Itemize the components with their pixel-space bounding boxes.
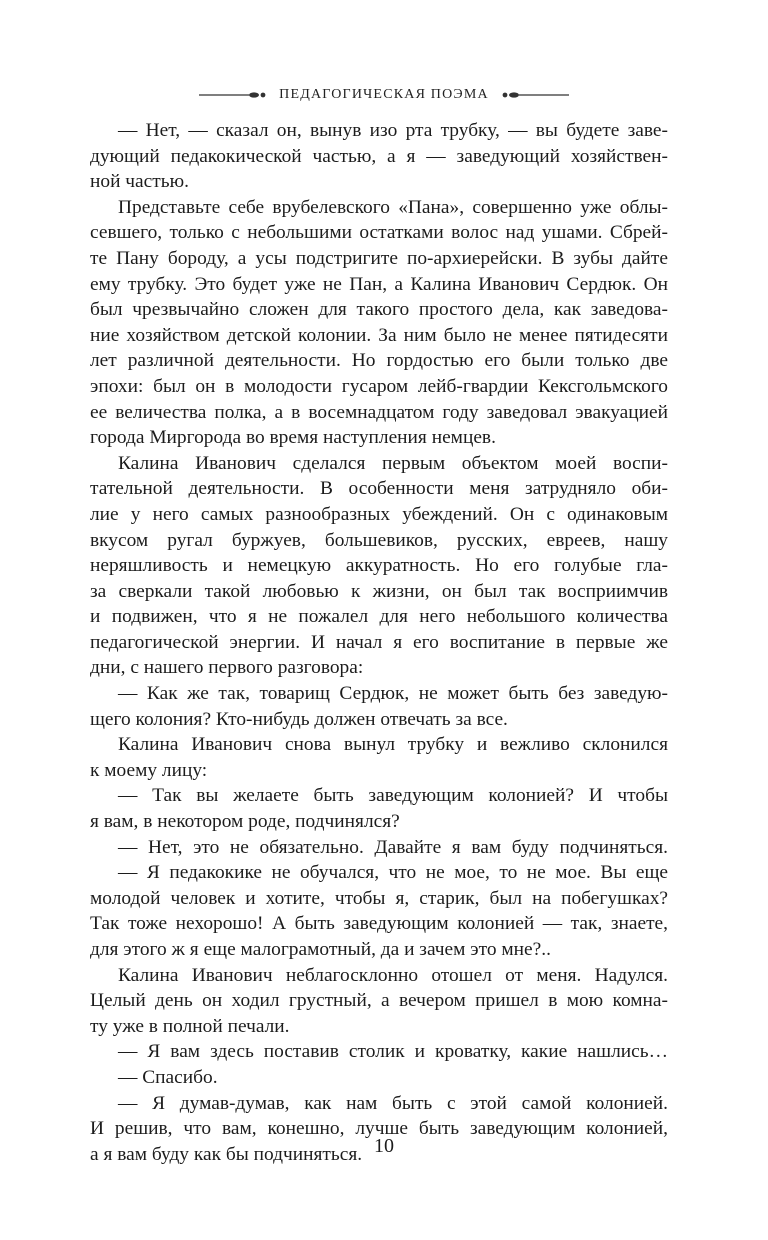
page-number: 10 [374,1135,394,1157]
text-line: — Как же так, товарищ Сердюк, не может быть без заведую- [118,683,668,705]
text-line: неряшливость и немецкую аккуратность. Но его голубые гла- [90,555,668,577]
text-line: — Нет, это не обязательно. Давайте я вам буду подчиняться. [118,836,668,858]
body-text [90,118,668,1167]
text-line: вкусом ругал буржуев, большевиков, русских, евреев, нашу [90,529,668,551]
text-line: Калина Иванович неблагосклонно отошел от меня. Надулся. [118,964,668,986]
text-line: а я вам буду как бы подчиняться. [90,1143,363,1165]
text-line: — Спасибо. [118,1066,218,1088]
text-line: ной частью. [90,171,189,193]
text-line: к моему лицу: [90,759,208,781]
text-line: ему трубку. Это будет уже не Пан, а Калина Иванович Сердюк. Он [90,273,668,295]
text-line: — Так вы желаете быть заведующим колонией? И чтобы [118,785,668,807]
text-line: за сверкали такой любовью к жизни, он был так восприимчив [90,580,668,602]
text-line: молодой человек и хотите, чтобы я, старик, был на побегушках? [90,887,668,909]
text-line: — Я педакокике не обучался, что не мое, то не мое. Вы еще [118,862,668,884]
running-header-title: ПЕДАГОГИЧЕСКАЯ ПОЭМА [279,87,489,102]
text-line: города Миргорода во время наступления немцев. [90,427,496,449]
left-ornament-icon [199,90,269,100]
text-line: щего колония? Кто-нибудь должен отвечать за все. [90,708,508,730]
text-line: Калина Иванович снова вынул трубку и вежливо склонился [118,734,668,756]
text-line: И решив, что вам, конешно, лучше быть заведующим колонией, [90,1118,668,1140]
text-line: эпохи: был он в молодости гусаром лейб-гвардии Кексгольмского [90,375,668,397]
text-line: ее величества полка, а в восемнадцатом году заведовал эвакуацией [90,401,668,423]
text-line: — Нет, — сказал он, вынув изо рта трубку, — вы будете заве- [118,120,668,141]
text-line: был чрезвычайно сложен для такого простого дела, как заведова- [90,299,668,321]
text-line: я вам, в некотором роде, подчинялся? [90,811,400,833]
text-line: тательной деятельности. В особенности меня затрудняло оби- [90,478,668,500]
text-line: Целый день он ходил грустный, а вечером пришел в мою комна- [90,990,668,1012]
text-line: Калина Иванович сделался первым объектом моей воспи- [118,452,668,474]
text-line: лие у него самых разнообразных убеждений. Он с одинаковым [90,503,668,525]
text-line: те Пану бороду, а усы подстригите по-архиерейски. В зубы дайте [90,247,668,269]
text-line: и подвижен, что я не пожалел для него небольшого количества [90,606,668,628]
right-ornament-icon [499,90,569,100]
text-line: для этого ж я еще малограмотный, да и зачем это мне?.. [90,939,551,960]
text-line: — Я вам здесь поставив столик и кроватку, какие нашлись… [118,1041,668,1063]
text-line: дующий педакокической частью, а я — заведующий хозяйствен- [90,145,668,167]
text-line: Так тоже нехорошо! А быть заведующим колонией — так, знаете, [90,913,668,935]
running-header [0,80,768,110]
text-line: — Я думав-думав, как нам быть с этой самой колонией. [118,1092,668,1114]
text-line: педагогической энергии. И начал я его воспитание в первые же [90,631,668,653]
text-line: ние хозяйством детской колонии. За ним было не менее пятидесяти [90,324,668,346]
text-line: Представьте себе врубелевского «Пана», совершенно уже облы- [118,196,668,218]
text-line: севшего, только с небольшими остатками волос над ушами. Сбрей- [90,222,668,244]
text-line: лет различной деятельности. Но гордостью его были только две [90,350,668,372]
text-line: дни, с нашего первого разговора: [90,657,364,679]
text-line: ту уже в полной печали. [90,1015,290,1037]
